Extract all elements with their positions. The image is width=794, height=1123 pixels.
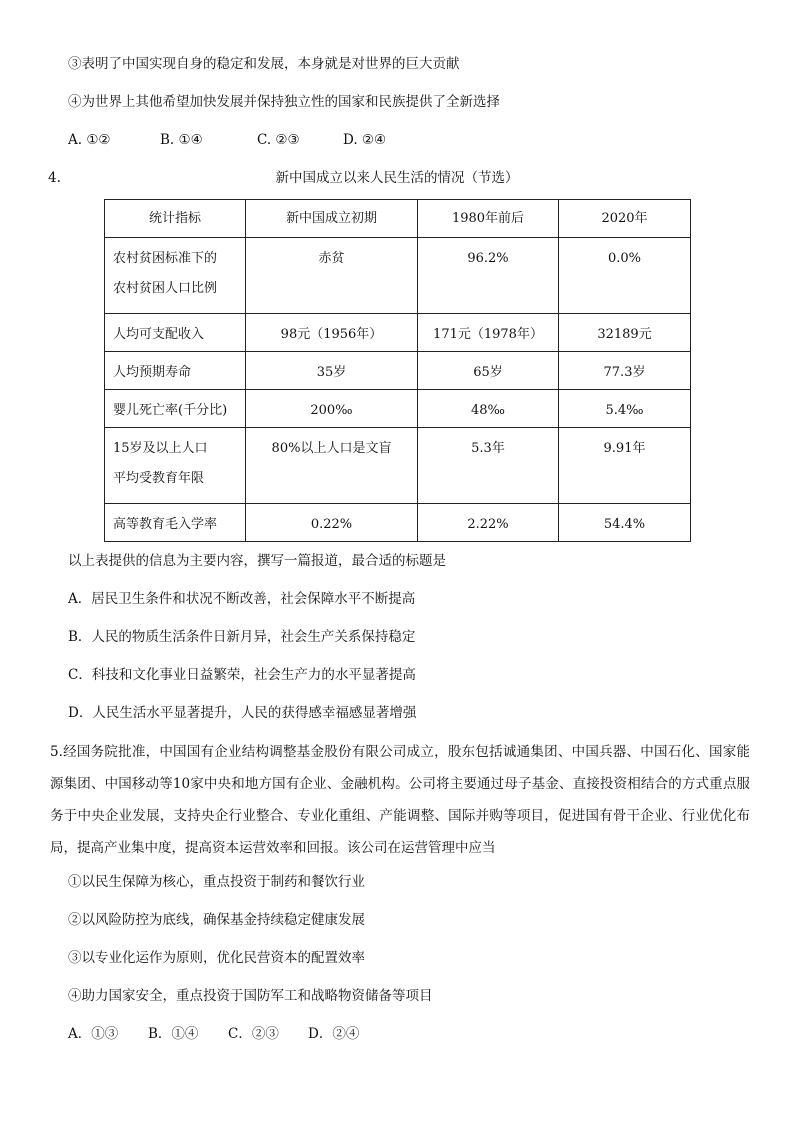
q4-option-c: C．科技和文化事业日益繁荣，社会生产力的水平显著提高 [68,667,416,683]
cell-early: 0.22% [246,504,418,542]
cell-2020: 9.91年 [559,428,691,504]
header-2020: 2020年 [559,200,691,238]
table-row [105,390,691,428]
cell-2020: 77.3岁 [559,352,691,390]
cell-1980: 5.3年 [418,428,559,504]
cell-2020: 54.4% [559,504,691,542]
row-label: 婴儿死亡率(千分比) [105,390,246,428]
q3-item-3: ③表明了中国实现自身的稳定和发展，本身就是对世界的巨大贡献 [68,56,460,72]
header-1980: 1980年前后 [418,200,559,238]
q3-option-b: B. ①④ [160,132,203,148]
q4-option-d: D．人民生活水平显著提升，人民的获得感幸福感显著增强 [68,705,417,721]
table-row [105,238,691,314]
q4-option-a: A．居民卫生条件和状况不断改善，社会保障水平不断提高 [68,591,416,607]
cell-2020: 0.0% [559,238,691,314]
row-label-line1: 15岁及以上人口 [113,441,208,456]
row-label [105,238,246,314]
q3-options [68,130,386,150]
q5-item-3: ③以专业化运作为原则，优化民营资本的配置效率 [68,950,365,966]
table-row [105,428,691,504]
cell-1980: 65岁 [418,352,559,390]
q5-stem: 5.经国务院批准，中国国有企业结构调整基金股份有限公司成立，股东包括诚通集团、中国兵器、中国石化、国家能源集团、中国移动等10家中央和地方国有企业、金融机构。公司将主要通过母子基金、直接投资相结合的方式重点服务于中央企业发展，支持央企行业整合、专业化重组、产能调整、国际并购等项目，促进国有骨干企业、行业优化布局，提高产业集中度，提高资本运营效率和回报。该公司在运营管理中应当 [50,744,750,856]
row-label-line2: 农村贫困人口比例 [113,281,218,296]
q5-option-b: B．①④ [148,1026,199,1042]
q5-option-a: A．①③ [68,1026,119,1042]
cell-2020: 5.4‰ [559,390,691,428]
row-label-line1: 农村贫困标准下的 [113,251,218,266]
table-row [105,504,691,542]
q5-item-1: ①以民生保障为核心，重点投资于制药和餐饮行业 [68,874,365,890]
cell-1980: 2.22% [418,504,559,542]
q5-option-c: C．②③ [228,1026,279,1042]
q5-options [68,1024,359,1044]
q4-option-b: B．人民的物质生活条件日新月异，社会生产关系保持稳定 [68,629,416,645]
cell-early: 200‰ [246,390,418,428]
q3-option-a: A. ①② [68,132,111,148]
cell-early: 98元（1956年） [246,314,418,352]
q5-item-4: ④助力国家安全，重点投资于国防军工和战略物资储备等项目 [68,988,433,1004]
q4-stem: 以上表提供的信息为主要内容，撰写一篇报道，最合适的标题是 [68,553,446,569]
row-label [105,428,246,504]
table-row [105,314,691,352]
q4-table-title: 新中国成立以来人民生活的情况（节选） [275,170,519,186]
q5-item-2: ②以风险防控为底线，确保基金持续稳定健康发展 [68,912,365,928]
row-label-line2: 平均受教育年限 [113,471,205,486]
stats-table [104,199,691,542]
q3-option-c: C. ②③ [257,132,300,148]
cell-early: 80%以上人口是文盲 [246,428,418,504]
cell-1980: 171元（1978年） [418,314,559,352]
cell-1980: 96.2% [418,238,559,314]
cell-early: 赤贫 [246,238,418,314]
q3-option-d: D. ②④ [343,132,387,148]
cell-2020: 32189元 [559,314,691,352]
cell-1980: 48‰ [418,390,559,428]
row-label: 高等教育毛入学率 [105,504,246,542]
cell-early: 35岁 [246,352,418,390]
q4-number: 4. [48,170,61,186]
q5-option-d: D．②④ [308,1026,360,1042]
q3-item-4: ④为世界上其他希望加快发展并保持独立性的国家和民族提供了全新选择 [68,94,500,110]
header-early: 新中国成立初期 [246,200,418,238]
header-indicator: 统计指标 [105,200,246,238]
row-label: 人均可支配收入 [105,314,246,352]
table-row [105,352,691,390]
row-label: 人均预期寿命 [105,352,246,390]
table-header-row [105,200,691,238]
